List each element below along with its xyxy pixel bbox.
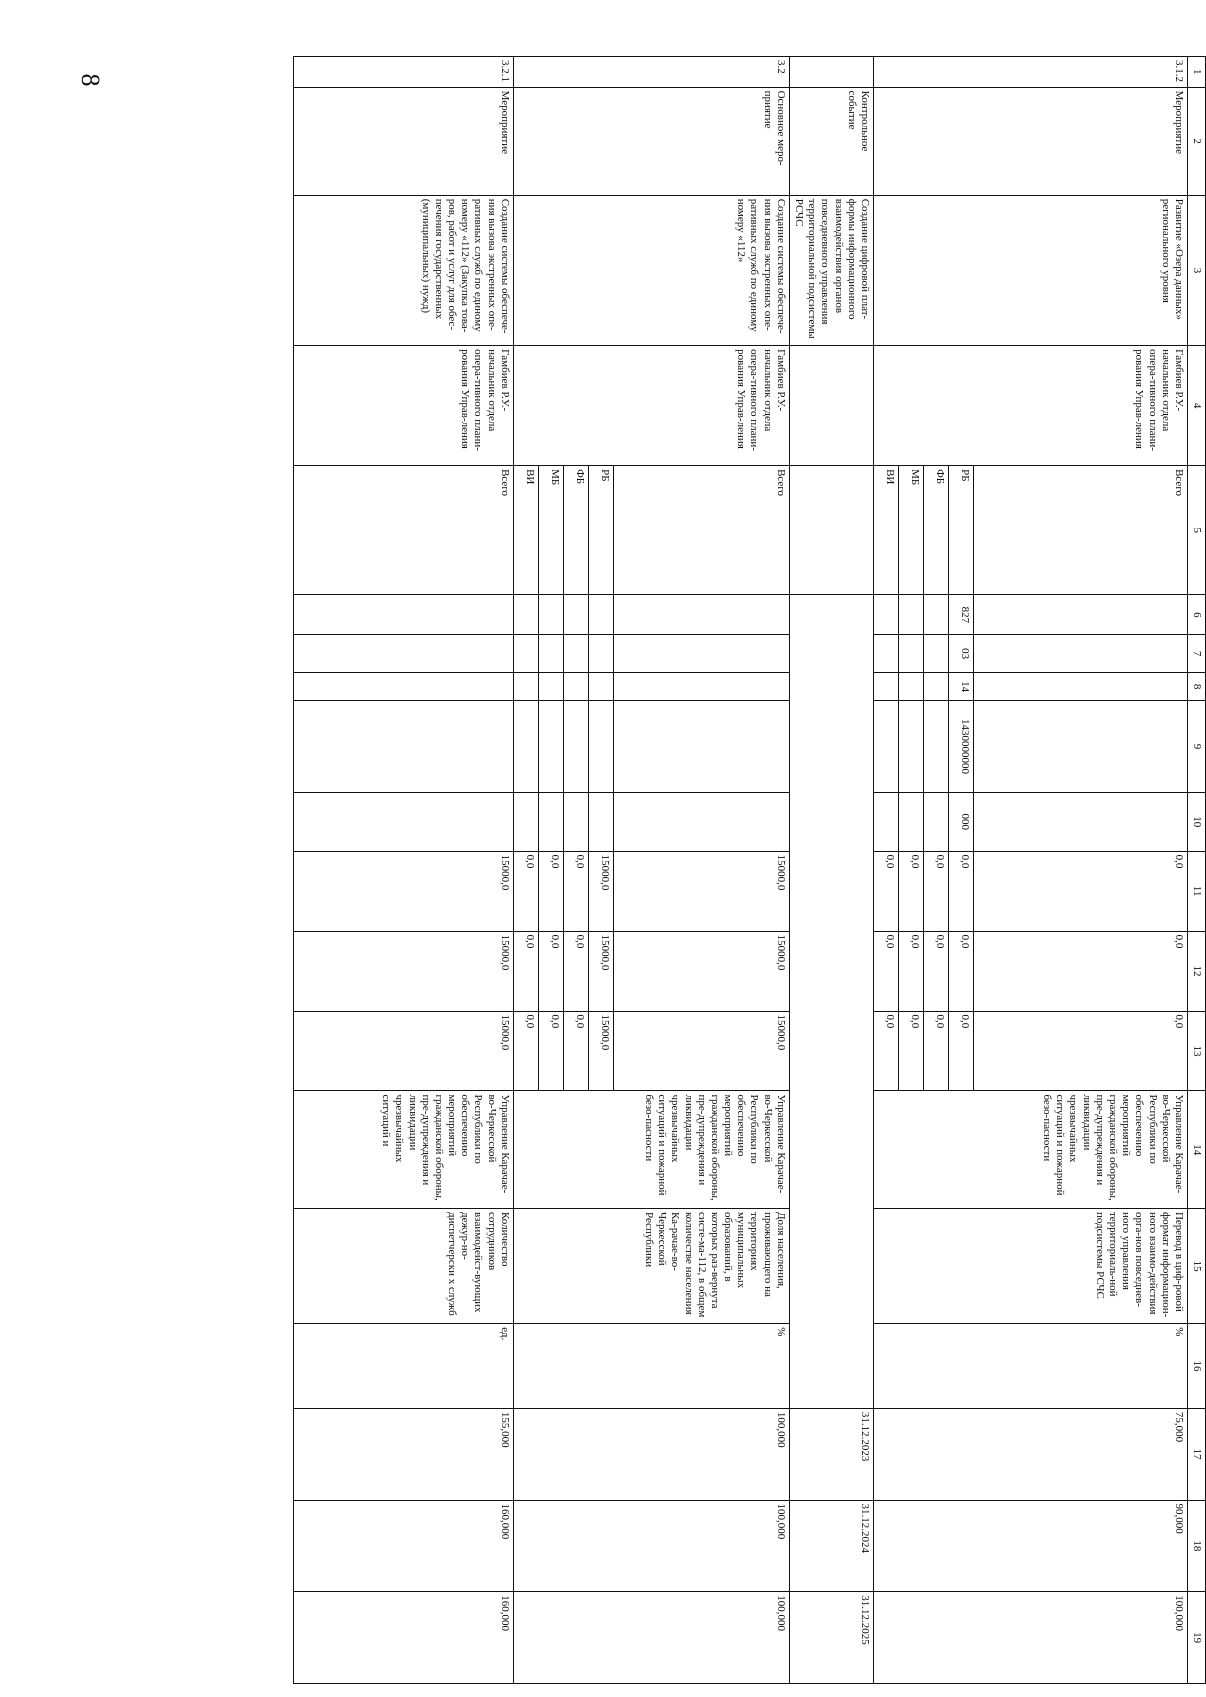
value-cell: 0,0: [538, 851, 563, 931]
row-name: Создание системы обеспече-ния вызова экстренных опе-ративных служб по единому номеру «112»: [513, 195, 789, 345]
empty-cell: [563, 701, 588, 793]
empty-cell: [513, 635, 538, 673]
value-cell: 0,0: [949, 851, 974, 931]
unit: %: [513, 1324, 789, 1409]
row-responsible: Гамбиев Р.У.- начальник отдела опера-тивного плани-рования Управ-ления: [874, 346, 1188, 466]
value-cell: 0,0: [538, 1011, 563, 1091]
indicator: Перевод в циф-ровой формат информацион-ного взаимо-действия орга-нов повседнев-ного управления территориаль-ной подсистемы РСЧС: [874, 1208, 1188, 1323]
empty-cell: [974, 672, 1188, 700]
empty-cell: [538, 701, 563, 793]
empty-cell: [513, 701, 538, 793]
source-label: Всего: [974, 466, 1188, 595]
value-2023: 100,000: [513, 1408, 789, 1500]
value-cell: 0,0: [563, 851, 588, 931]
empty-cell: [588, 635, 613, 673]
empty-cell: [613, 635, 789, 673]
empty-cell: [513, 672, 538, 700]
value-cell: 0,0: [874, 931, 899, 1011]
col-header: 14: [1188, 1091, 1206, 1209]
empty-cell: [588, 792, 613, 851]
empty-cell: [924, 595, 949, 635]
empty-cell: [613, 595, 789, 635]
col-header: 15: [1188, 1208, 1206, 1323]
empty-cell: [613, 792, 789, 851]
col-header: 8: [1188, 672, 1206, 700]
empty-cell: [899, 701, 924, 793]
kbk-rz: 03: [949, 635, 974, 673]
source-label: РБ: [588, 466, 613, 595]
source-label: Всего: [293, 466, 513, 595]
rotated-table-wrapper: [118, 56, 1206, 1684]
col-header: 9: [1188, 701, 1206, 793]
empty-cell: [899, 672, 924, 700]
value-cell: 0,0: [899, 851, 924, 931]
row-name: Создание цифровой плат-формы информационного взаимодействия органов повседневного управления территориальной подсистемы РСЧС: [789, 195, 873, 345]
indicator: Количество сотрудников взаимодейст-вующих дежур-но-диспетчерски х служб: [293, 1208, 513, 1323]
empty-cell: [513, 792, 538, 851]
col-header: 16: [1188, 1324, 1206, 1409]
value-2025: 160,000: [293, 1592, 513, 1684]
value-2024: 100,000: [513, 1500, 789, 1592]
table-row-3-1-2: [974, 57, 1188, 1684]
empty-cell: [613, 672, 789, 700]
empty-cell: [293, 701, 513, 793]
unit: %: [874, 1324, 1188, 1409]
empty-cell: [293, 635, 513, 673]
value-cell: 15000,0: [293, 851, 513, 931]
program-table: [293, 56, 1206, 1684]
value-cell: 15000,0: [588, 851, 613, 931]
col-header: 19: [1188, 1592, 1206, 1684]
value-cell: 15000,0: [613, 931, 789, 1011]
row-type: Основное меро-приятие: [513, 87, 789, 195]
kbk-grbs: 827: [949, 595, 974, 635]
empty-cell: [789, 595, 873, 1408]
value-cell: 0,0: [974, 851, 1188, 931]
source-label: МБ: [538, 466, 563, 595]
empty-cell: [613, 701, 789, 793]
empty-cell: [974, 595, 1188, 635]
empty-cell: [924, 792, 949, 851]
empty-cell: [899, 635, 924, 673]
kbk-vr: 000: [949, 792, 974, 851]
empty-cell: [563, 595, 588, 635]
value-2024: 90,000: [874, 1500, 1188, 1592]
empty-cell: [874, 635, 899, 673]
value-cell: 0,0: [899, 1011, 924, 1091]
empty-cell: [588, 701, 613, 793]
kbk-csr: 1430000000: [949, 701, 974, 793]
empty-cell: [874, 792, 899, 851]
empty-cell: [924, 635, 949, 673]
indicator: Доля населения, проживающего на территориях муниципальных образований, в которых раз-вернута систе-ма-112, в общем количестве населения Ка-рачае-во-Черкесской Республики: [513, 1208, 789, 1323]
col-header: 2: [1188, 87, 1206, 195]
value-cell: 0,0: [974, 1011, 1188, 1091]
row-number: 3.2: [513, 57, 789, 88]
row-type: Мероприятие: [293, 87, 513, 195]
empty-cell: [789, 346, 873, 466]
empty-cell: [924, 672, 949, 700]
executor: Управление Карачае-во-Черкесской Республики по обеспечению мероприятий гражданской обороны, пре-дупреждения и ликвидации чрезвычайных ситуаций и пожарной безо-пасности: [513, 1091, 789, 1209]
empty-cell: [789, 57, 873, 88]
date-2023: 31.12.2023: [789, 1408, 873, 1500]
source-label: ВИ: [513, 466, 538, 595]
col-header: 3: [1188, 195, 1206, 345]
empty-cell: [974, 792, 1188, 851]
value-cell: 15000,0: [613, 1011, 789, 1091]
row-responsible: Гамбиев Р.У.- начальник отдела опера-тивного плани-рования Управ-ления: [293, 346, 513, 466]
empty-cell: [588, 672, 613, 700]
unit: ед.: [293, 1324, 513, 1409]
empty-cell: [563, 792, 588, 851]
col-header: 7: [1188, 635, 1206, 673]
value-2025: 100,000: [874, 1592, 1188, 1684]
value-cell: 0,0: [513, 1011, 538, 1091]
source-label: РБ: [949, 466, 974, 595]
empty-cell: [538, 595, 563, 635]
row-type: Контрольное событие: [789, 87, 873, 195]
date-2025: 31.12.2025: [789, 1592, 873, 1684]
value-cell: 0,0: [874, 851, 899, 931]
value-cell: 0,0: [538, 931, 563, 1011]
col-header: 13: [1188, 1011, 1206, 1091]
value-cell: 0,0: [949, 1011, 974, 1091]
empty-cell: [538, 792, 563, 851]
value-cell: 0,0: [513, 931, 538, 1011]
empty-cell: [588, 595, 613, 635]
value-cell: 15000,0: [293, 1011, 513, 1091]
kbk-pr: 14: [949, 672, 974, 700]
row-name: Создание системы обеспече-ния вызова экстренных опе-ративных служб по единому номеру «112» (Закупка това-ров, работ и услуг для обес-печения государственных (муниципальных) нужд): [293, 195, 513, 345]
empty-cell: [293, 672, 513, 700]
page-number: 8: [76, 73, 105, 87]
value-cell: 0,0: [924, 851, 949, 931]
empty-cell: [874, 672, 899, 700]
empty-cell: [538, 635, 563, 673]
empty-cell: [974, 635, 1188, 673]
value-cell: 15000,0: [293, 931, 513, 1011]
value-cell: 0,0: [899, 931, 924, 1011]
source-label: ФБ: [563, 466, 588, 595]
executor: Управление Карачае-во-Черкесской Республики по обеспечению мероприятий гражданской обороны, пре-дупреждения и ликвидации чрезвычайных ситуаций и: [293, 1091, 513, 1209]
empty-cell: [513, 595, 538, 635]
empty-cell: [874, 701, 899, 793]
value-cell: 0,0: [563, 1011, 588, 1091]
value-cell: 15000,0: [613, 851, 789, 931]
col-header: 11: [1188, 851, 1206, 931]
row-name: Развитие «Озера данных» регионального уровня: [874, 195, 1188, 345]
empty-cell: [538, 672, 563, 700]
row-responsible: Гамбиев Р.У.- начальник отдела опера-тивного плани-рования Управ-ления: [513, 346, 789, 466]
table-row-control-event: [789, 57, 873, 1684]
row-number: 3.2.1: [293, 57, 513, 88]
value-cell: 0,0: [924, 931, 949, 1011]
col-header: 6: [1188, 595, 1206, 635]
empty-cell: [899, 595, 924, 635]
empty-cell: [563, 672, 588, 700]
col-header: 12: [1188, 931, 1206, 1011]
empty-cell: [899, 792, 924, 851]
col-header: 1: [1188, 57, 1206, 88]
date-2024: 31.12.2024: [789, 1500, 873, 1592]
value-2024: 160,000: [293, 1500, 513, 1592]
source-label: ВИ: [874, 466, 899, 595]
header-row: [1188, 57, 1206, 1684]
value-2025: 100,000: [513, 1592, 789, 1684]
value-cell: 15000,0: [588, 931, 613, 1011]
table-row-3-2: [613, 57, 789, 1684]
value-cell: 0,0: [924, 1011, 949, 1091]
col-header: 18: [1188, 1500, 1206, 1592]
value-2023: 75,000: [874, 1408, 1188, 1500]
value-cell: 0,0: [949, 931, 974, 1011]
col-header: 5: [1188, 466, 1206, 595]
empty-cell: [293, 595, 513, 635]
table-row-3-2-1: [293, 57, 513, 1684]
value-cell: 0,0: [874, 1011, 899, 1091]
value-cell: 15000,0: [588, 1011, 613, 1091]
source-label: МБ: [899, 466, 924, 595]
source-label: Всего: [613, 466, 789, 595]
empty-cell: [974, 701, 1188, 793]
source-label: ФБ: [924, 466, 949, 595]
row-type: Мероприятие: [874, 87, 1188, 195]
executor: Управление Карачае-во-Черкесской Республики по обеспечению мероприятий гражданской обороны, пре-дупреждения и ликвидации чрезвычайных ситуаций и пожарной безо-пасности: [874, 1091, 1188, 1209]
row-number: 3.1.2: [874, 57, 1188, 88]
value-cell: 0,0: [974, 931, 1188, 1011]
empty-cell: [293, 792, 513, 851]
empty-cell: [789, 466, 873, 595]
empty-cell: [924, 701, 949, 793]
value-2023: 155,000: [293, 1408, 513, 1500]
col-header: 17: [1188, 1408, 1206, 1500]
col-header: 10: [1188, 792, 1206, 851]
value-cell: 0,0: [563, 931, 588, 1011]
value-cell: 0,0: [513, 851, 538, 931]
empty-cell: [563, 635, 588, 673]
empty-cell: [874, 595, 899, 635]
col-header: 4: [1188, 346, 1206, 466]
